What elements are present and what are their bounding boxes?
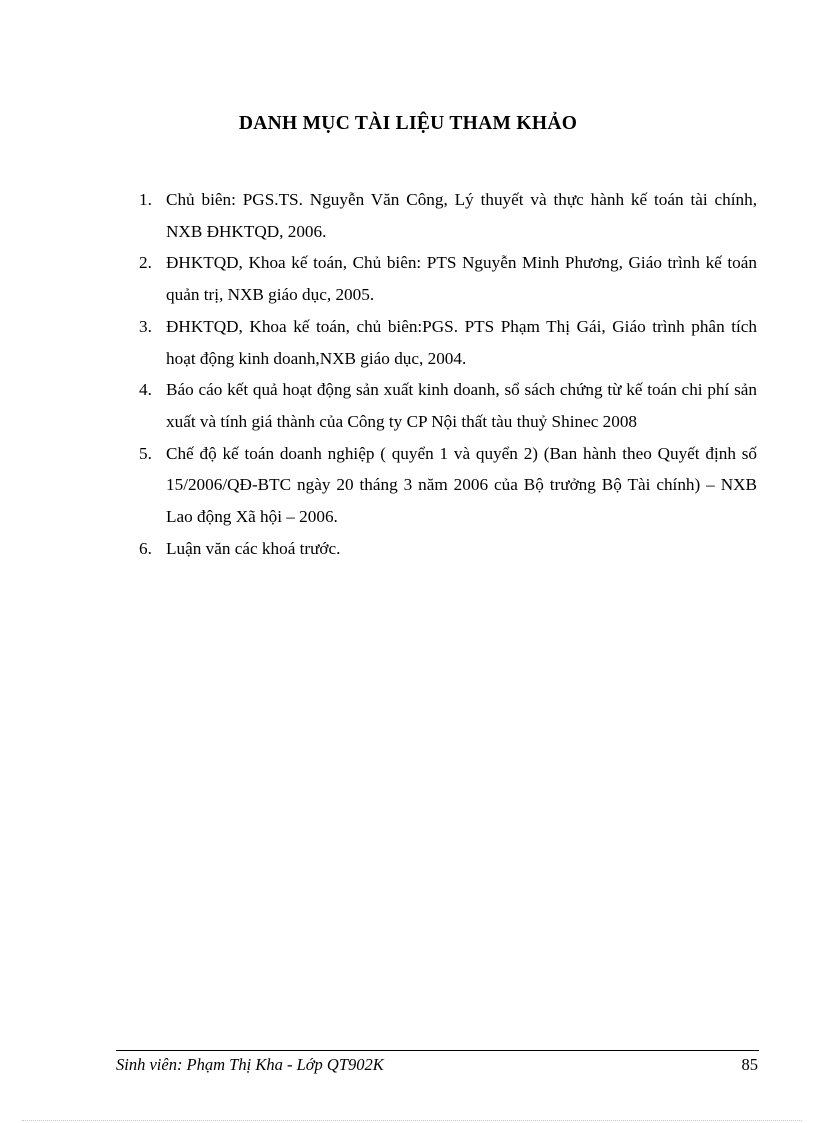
reference-text: ĐHKTQD, Khoa kế toán, Chủ biên: PTS Nguyễn Minh Phương, Giáo trình kế toán quản trị, NXB giáo dục, 2005. [166,253,757,305]
page-number: 85 [741,1055,758,1074]
reference-number: 1. [139,190,152,209]
reference-text: ĐHKTQD, Khoa kế toán, chủ biên:PGS. PTS Phạm Thị Gái, Giáo trình phân tích hoạt động kinh doanh,NXB giáo dục, 2004. [166,316,757,368]
reference-text: Chế độ kế toán doanh nghiệp ( quyển 1 và quyển 2) (Ban hành theo Quyết định số 15/2006/QĐ-BTC ngày 20 tháng 3 năm 2006 của Bộ trưởng Bộ Tài chính) – NXB Lao động Xã hội – 2006. [166,443,757,527]
footer-student-info: Sinh viên: Phạm Thị Kha - Lớp QT902K [116,1055,384,1074]
reference-item [139,438,757,533]
reference-text: Chủ biên: PGS.TS. Nguyễn Văn Công, Lý thuyết và thực hành kế toán tài chính, NXB ĐHKTQD, 2006. [166,190,757,241]
reference-number: 4. [139,380,152,400]
reference-number: 5. [139,443,152,463]
reference-item [139,247,757,310]
reference-item [139,374,757,437]
reference-list [139,184,757,564]
reference-number: 2. [139,253,152,273]
footer-divider [116,1050,759,1051]
reference-number: 3. [139,316,152,336]
reference-item [139,184,757,247]
reference-number: 6. [139,538,152,558]
reference-item [139,533,757,565]
reference-text: Luận văn các khoá trước. [166,538,341,558]
reference-item [139,311,757,374]
page-bottom-border [22,1120,802,1121]
reference-text: Báo cáo kết quả hoạt động sản xuất kinh doanh, sổ sách chứng từ kế toán chi phí sản xuất và tính giá thành của Công ty CP Nội thất tàu thuỷ Shinec 2008 [166,380,757,431]
page-title: DANH MỤC TÀI LIỆU THAM KHẢO [238,113,578,134]
